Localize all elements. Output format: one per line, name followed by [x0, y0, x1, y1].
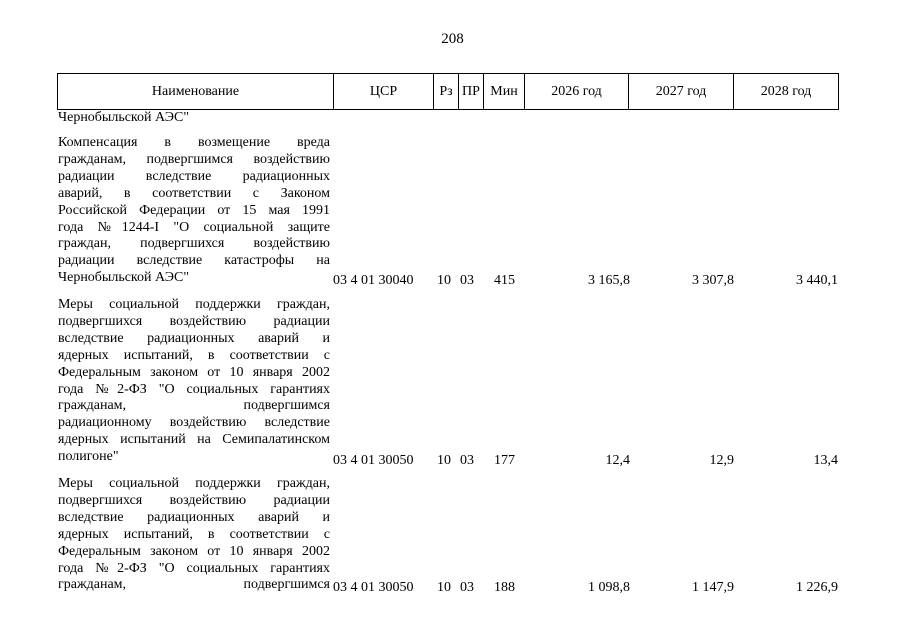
row-name-line: Меры социальной поддержки граждан, [58, 297, 330, 312]
row-rz: 10 [437, 273, 451, 288]
row-name [58, 297, 330, 466]
row-name [58, 476, 330, 594]
row-name-line: подвергшихся воздействию радиации [58, 492, 330, 508]
row-value-2026: 1 098,8 [588, 580, 630, 595]
row-name-line: Федеральным законом от 10 января 2002 [58, 364, 330, 380]
row-pr: 03 [460, 453, 474, 468]
continuation-text: Чернобыльской АЭС" [58, 110, 190, 125]
column-header-rz: Рз [434, 74, 459, 110]
column-header-csr: ЦСР [334, 74, 434, 110]
row-name-line: года №2-ФЗ "О социальных гарантиях [58, 560, 330, 576]
row-csr: 03 4 01 30040 [333, 273, 414, 288]
column-header-min: Мин [484, 74, 525, 110]
row-name-line: радиации вследствие радиационных [58, 168, 330, 184]
row-name-line: ядерных испытаний на Семипалатинском [58, 432, 330, 448]
row-min: 188 [494, 580, 515, 595]
row-name-line: ядерных испытаний, в соответствии с [58, 526, 330, 542]
row-name-line: года №1244-I "О социальной защите [58, 219, 330, 235]
column-header-2027: 2027 год [629, 74, 734, 110]
row-value-2026: 12,4 [605, 453, 630, 468]
row-name-line: Меры социальной поддержки граждан, [58, 476, 330, 491]
row-min: 177 [494, 453, 515, 468]
row-name-line: года №2-ФЗ "О социальных гарантиях [58, 381, 330, 397]
row-name-line: подвергшихся воздействию радиации [58, 313, 330, 329]
column-header-pr: ПР [459, 74, 484, 110]
row-min: 415 [494, 273, 515, 288]
row-csr: 03 4 01 30050 [333, 580, 414, 595]
page-number: 208 [441, 31, 464, 47]
row-name-line: вследствие радиационных аварий и [58, 509, 330, 525]
row-pr: 03 [460, 580, 474, 595]
row-name [58, 135, 330, 287]
row-value-2027: 12,9 [709, 453, 734, 468]
row-name-line: ядерных испытаний, в соответствии с [58, 347, 330, 363]
row-name-line: Компенсация в возмещение вреда [58, 135, 330, 150]
row-name-line: Российской Федерации от 15 мая 1991 [58, 202, 330, 218]
row-rz: 10 [437, 453, 451, 468]
row-csr: 03 4 01 30050 [333, 453, 414, 468]
row-name-line: аварий, в соответствии с Законом [58, 185, 330, 201]
row-name-line: гражданам, подвергшимся воздействию [58, 151, 330, 167]
row-rz: 10 [437, 580, 451, 595]
row-name-line: гражданам, подвергшимся [58, 398, 330, 414]
column-header-2028: 2028 год [734, 74, 839, 110]
column-header-name: Наименование [58, 74, 334, 110]
row-name-line: полигоне" [58, 449, 119, 465]
row-name-line: гражданам, подвергшимся [58, 577, 330, 593]
row-name-line: радиационному воздействию вследствие [58, 415, 330, 431]
table-header [57, 73, 839, 110]
row-value-2027: 1 147,9 [692, 580, 734, 595]
row-name-line: радиации вследствие катастрофы на [58, 253, 330, 269]
row-value-2028: 3 440,1 [796, 273, 838, 288]
column-header-2026: 2026 год [525, 74, 629, 110]
row-value-2028: 1 226,9 [796, 580, 838, 595]
row-name-line: Федеральным законом от 10 января 2002 [58, 543, 330, 559]
row-value-2028: 13,4 [813, 453, 838, 468]
row-pr: 03 [460, 273, 474, 288]
row-value-2027: 3 307,8 [692, 273, 734, 288]
row-name-line: Чернобыльской АЭС" [58, 270, 190, 286]
row-name-line: вследствие радиационных аварий и [58, 330, 330, 346]
row-value-2026: 3 165,8 [588, 273, 630, 288]
row-name-line: граждан, подвергшихся воздействию [58, 236, 330, 252]
